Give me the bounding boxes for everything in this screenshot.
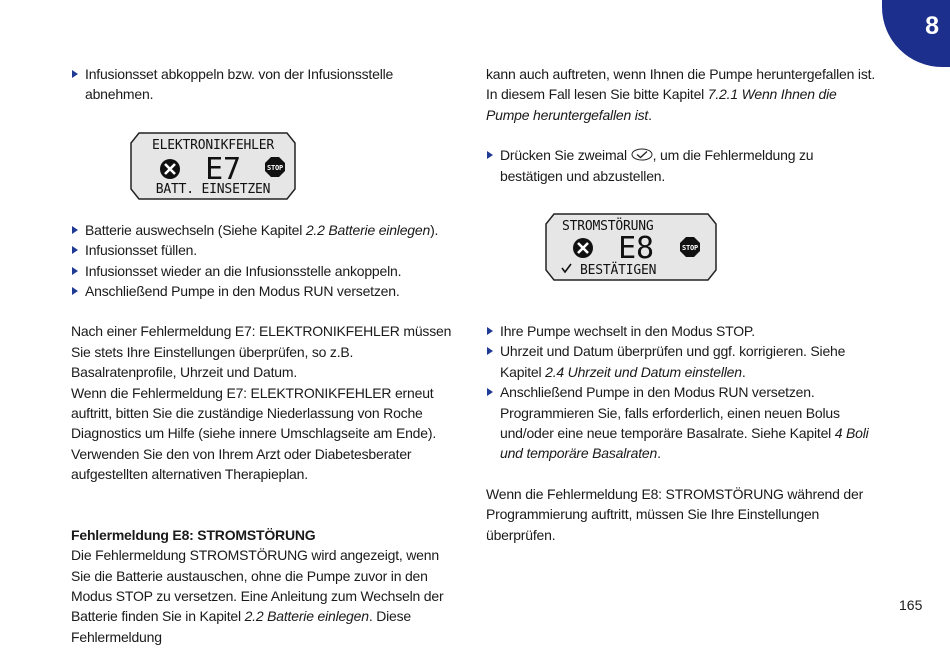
para-check-settings: Nach einer Fehlermeldung E7: ELEKTRONIKFEHLER müssen Sie stets Ihre Einstellungen überprüfen, so z.B. Basalratenprofile, Uhrzeit und Datum. <box>71 323 452 381</box>
step-run: Anschließend Pumpe in den Modus RUN versetzen. <box>71 281 456 301</box>
step-stop-mode: Ihre Pumpe wechselt in den Modus STOP. <box>486 321 876 341</box>
page-number: 165 <box>899 597 923 613</box>
para-repeat-error: Wenn die Fehlermeldung E7: ELEKTRONIKFEHLER erneut auftritt, bitten Sie die zuständige Niederlassung von Roche Diagnostics um Hilfe (siehe innere Umschlagseite am Ende). Verwenden Sie den von Ihrem Arzt oder Diabetesberater aufgestellten alternativen Therapieplan. <box>71 384 437 483</box>
e7-code: E7 <box>205 151 241 187</box>
para-e8-programming: Wenn die Fehlermeldung E8: STROMSTÖRUNG während der Programmierung auftritt, müssen Sie Ihre Einstellungen überprüfen. <box>486 485 864 543</box>
right-column <box>486 64 876 545</box>
left-column <box>71 64 456 647</box>
section-heading: Fehlermeldung E8: STROMSTÖRUNG <box>71 526 316 543</box>
chapter-tab <box>882 0 950 67</box>
para-dropped: kann auch auftreten, wenn Ihnen die Pumpe heruntergefallen ist. In diesem Fall lesen Sie bitte Kapitel 7.2.1 Wenn Ihnen die Pumpe heruntergefallen ist. <box>486 66 876 123</box>
e7-title: ELEKTRONIKFEHLER <box>151 137 275 153</box>
pump-display-e7 <box>129 131 297 201</box>
display-e8-wrap <box>486 186 876 321</box>
display-e7-wrap <box>71 105 456 220</box>
step-check-time: Uhrzeit und Datum überprüfen und ggf. korrigieren. Siehe Kapitel 2.4 Uhrzeit und Datum einstellen. <box>486 341 876 382</box>
e8-message: BESTÄTIGEN <box>580 263 657 279</box>
step-disconnect: Infusionsset abkoppeln bzw. von der Infusionsstelle abnehmen. <box>71 64 456 105</box>
para-e8-intro: Die Fehlermeldung STROMSTÖRUNG wird angezeigt, wenn Sie die Batterie austauschen, ohne die Pumpe zuvor in den Modus STOP zu versetzen. Eine Anleitung zum Wechseln der Batterie finden Sie in Kapitel 2.2 Batterie einlegen. Diese Fehlermeldung <box>71 547 444 645</box>
confirm-check-icon <box>631 148 653 161</box>
step-battery: Batterie auswechseln (Siehe Kapitel 2.2 Batterie einlegen). <box>71 220 456 240</box>
chapter-number: 8 <box>925 12 939 40</box>
e8-code: E8 <box>618 231 654 267</box>
step-confirm: Drücken Sie zweimal , um die Fehlermeldung zu bestätigen und abzustellen. <box>486 145 876 186</box>
e7-stop: STOP <box>266 163 284 172</box>
step-reconnect: Infusionsset wieder an die Infusionsstelle ankoppeln. <box>71 261 456 281</box>
pump-display-e8 <box>544 212 718 282</box>
step-run-program: Anschließend Pumpe in den Modus RUN versetzen. Programmieren Sie, falls erforderlich, einen neuen Bolus und/oder eine neue temporäre Basalrate. Siehe Kapitel 4 Boli und temporäre Basalraten. <box>486 382 876 464</box>
step-fill: Infusionsset füllen. <box>71 240 456 260</box>
e8-title: STROMSTÖRUNG <box>562 219 654 235</box>
e8-stop: STOP <box>681 244 699 253</box>
e7-message: BATT. EINSETZEN <box>155 181 271 197</box>
